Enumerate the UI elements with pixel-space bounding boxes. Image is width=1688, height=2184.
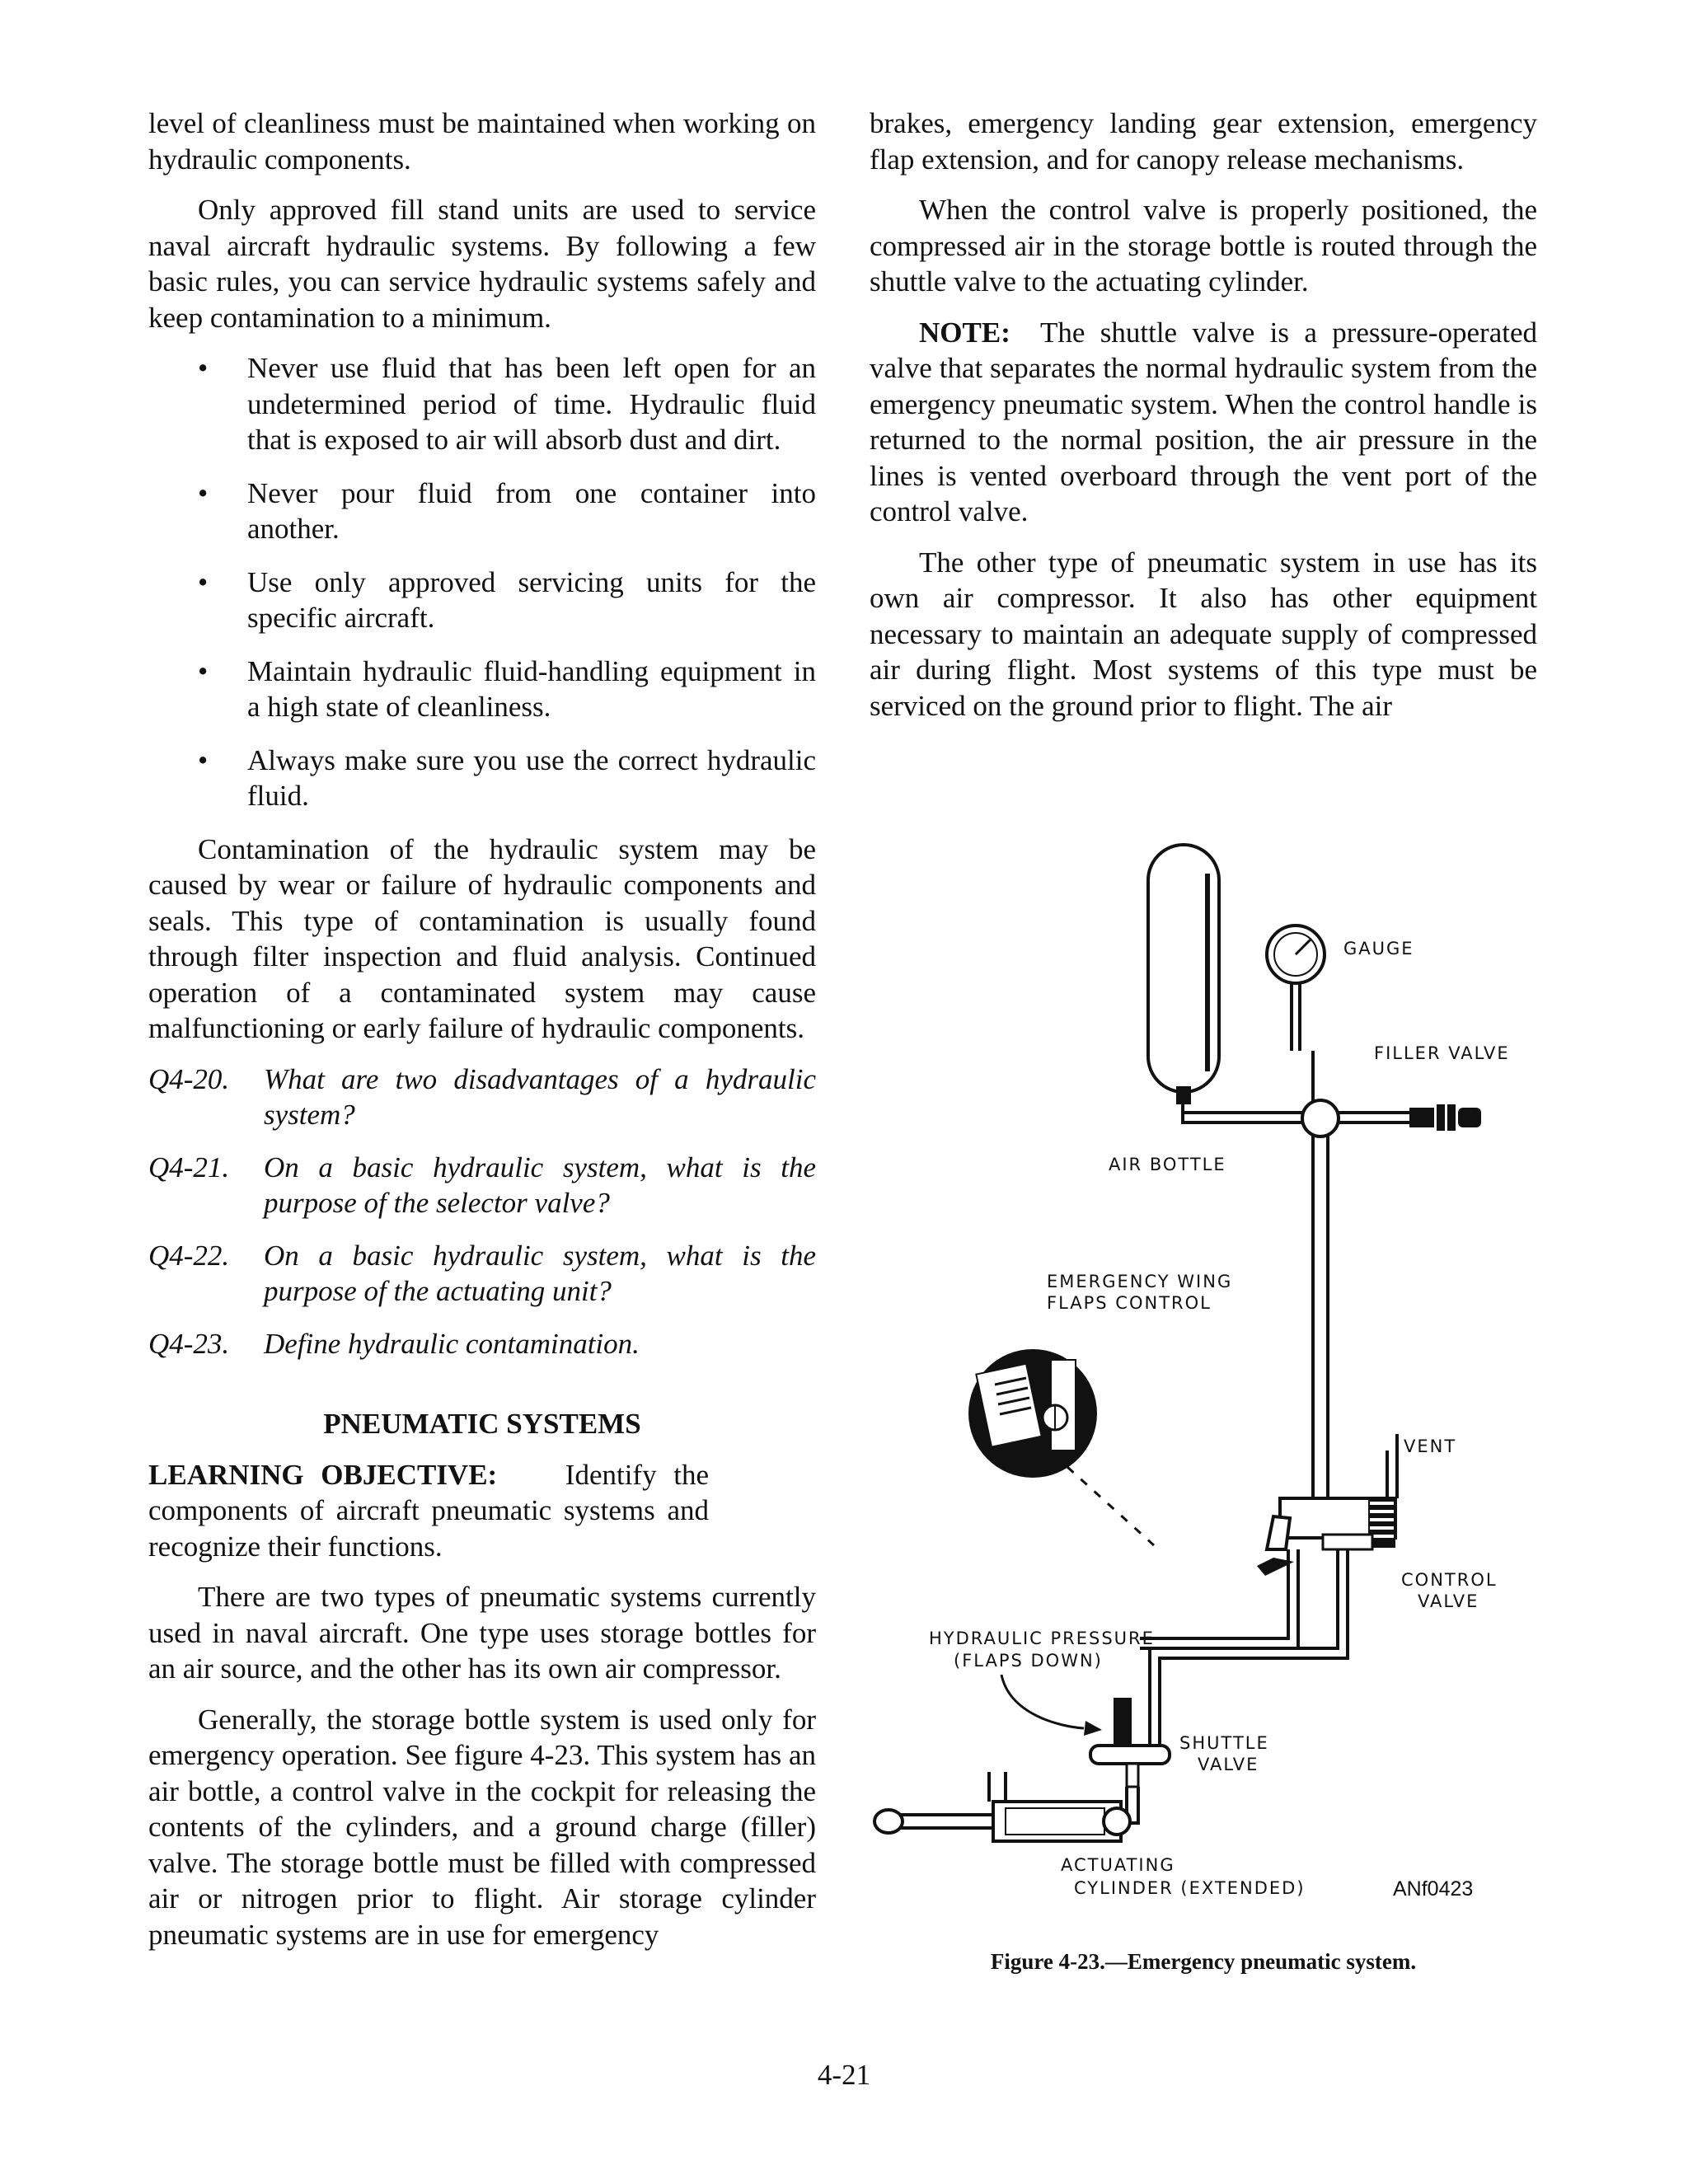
- question-number: Q4-20.: [148, 1062, 230, 1095]
- control-valve-label-line1: CONTROL: [1401, 1570, 1498, 1590]
- paragraph: Contamination of the hydraulic system may be caused by wear or failure of hydraulic components and seals. This type of contamination is usually found through filter inspection and fluid analysis. Continued operation of a contaminated system may cause malfunctioning or early failure of hydraulic components.: [148, 832, 816, 1044]
- hydraulic-label-line1: HYDRAULIC PRESSURE: [929, 1629, 1155, 1648]
- control-valve-label-line2: VALVE: [1418, 1591, 1479, 1611]
- note-paragraph: [870, 315, 1537, 530]
- paragraph: level of cleanliness must be maintained when working on hydraulic components.: [148, 107, 816, 176]
- actuating-label-line1: ACTUATING: [1061, 1855, 1175, 1875]
- actuating-label-line2: CYLINDER (EXTENDED): [1074, 1878, 1306, 1898]
- vent-label: VENT: [1404, 1436, 1457, 1456]
- filler-valve-icon: [1409, 1104, 1481, 1131]
- question-number: Q4-23.: [148, 1327, 230, 1360]
- bullet-icon: •: [198, 352, 209, 384]
- paragraph: Generally, the storage bottle system is used only for emergency operation. See figure 4-23. This system has an air bottle, a control valve in the cockpit for releasing the contents of the cylinders, and a ground charge (filler) valve. The storage bottle must be filled with compressed air or nitrogen prior to flight. Air storage cylinder pneumatic systems are in use for emergency: [148, 1703, 816, 1951]
- note-text: The shuttle valve is a pressure-operated valve that separates the normal hydraulic system from the emergency pneumatic system. When the control handle is returned to the normal position, the air pressure in the lines is vented overboard through the vent port of the control valve.: [870, 316, 1537, 527]
- bullet-list: [148, 350, 816, 814]
- hydraulic-label-line2: (FLAPS DOWN): [954, 1651, 1103, 1671]
- bullet-item: • Always make sure you use the correct hydraulic fluid.: [198, 743, 816, 812]
- note-label: NOTE:: [919, 316, 1010, 349]
- right-column: [870, 105, 1537, 738]
- bottle-outlet-line: [1183, 1104, 1257, 1113]
- junction-icon: [1302, 1100, 1339, 1137]
- review-questions: [148, 1062, 816, 1362]
- paragraph: When the control valve is properly positioned, the compressed air in the storage bottle is routed through the shuttle valve to the actuating cylinder.: [870, 194, 1537, 298]
- question-text: What are two disadvantages of a hydraulic system?: [264, 1062, 816, 1131]
- shuttle-valve-icon: [1090, 1698, 1170, 1787]
- question-text: On a basic hydraulic system, what is the purpose of the selector valve?: [264, 1151, 816, 1219]
- filler-valve-label: FILLER VALVE: [1374, 1043, 1510, 1063]
- bullet-icon: •: [198, 565, 209, 598]
- question-item: [148, 1062, 816, 1133]
- bullet-icon: •: [198, 743, 209, 776]
- question-text: On a basic hydraulic system, what is the purpose of the actuating unit?: [264, 1239, 816, 1307]
- bullet-icon: •: [198, 476, 209, 509]
- cockpit-control-icon: [968, 1349, 1097, 1478]
- bullet-icon: •: [198, 654, 209, 687]
- arrow-icon: [1001, 1675, 1084, 1728]
- page-number: 4-21: [817, 2059, 871, 2091]
- left-column: [148, 105, 816, 1967]
- air-bottle-label: AIR BOTTLE: [1109, 1155, 1226, 1174]
- gauge-label: GAUGE: [1343, 939, 1414, 958]
- section-heading: PNEUMATIC SYSTEMS: [323, 1408, 641, 1440]
- shuttle-valve-label-line2: VALVE: [1198, 1755, 1259, 1774]
- paragraph: The other type of pneumatic system in use has its own air compressor. It also has other equipment necessary to maintain an adequate supply of compressed air during flight. Most systems of this type must be serviced on the ground prior to flight. The air: [870, 546, 1537, 722]
- objective-label: LEARNING OBJECTIVE:: [148, 1458, 498, 1491]
- learning-objective: [148, 1457, 709, 1565]
- emergency-label-line1: EMERGENCY WING: [1047, 1272, 1233, 1291]
- emergency-label-line2: FLAPS CONTROL: [1047, 1293, 1212, 1313]
- bullet-item: • Maintain hydraulic fluid-handling equipment in a high state of cleanliness.: [198, 654, 816, 723]
- shuttle-valve-label-line1: SHUTTLE: [1179, 1733, 1269, 1753]
- bullet-item: • Never pour fluid from one container into another.: [198, 476, 816, 545]
- bullet-item: • Use only approved servicing units for the specific aircraft.: [198, 565, 816, 634]
- objective-text: Identify the components of aircraft pneumatic systems and recognize their functions.: [148, 1458, 709, 1563]
- paragraph: brakes, emergency landing gear extension, emergency flap extension, and for canopy release mechanisms.: [870, 107, 1537, 176]
- air-line-to-shuttle: [1150, 1549, 1338, 1753]
- question-number: Q4-21.: [148, 1151, 230, 1183]
- bullet-item: • Never use fluid that has been left open for an undetermined period of time. Hydraulic fluid that is exposed to air will absorb dust and dirt.: [198, 352, 816, 456]
- actuating-cylinder-icon: [874, 1772, 1130, 1841]
- diagram-svg: [870, 824, 1562, 1920]
- figure-id-label: ANf0423: [1393, 1877, 1474, 1900]
- control-valve-icon: [1257, 1498, 1395, 1576]
- question-number: Q4-22.: [148, 1239, 230, 1272]
- question-item: [148, 1150, 816, 1221]
- pointer-dashed-line: [1067, 1467, 1154, 1545]
- paragraph: There are two types of pneumatic systems currently used in naval aircraft. One type uses storage bottles for an air source, and the other has its own air compressor.: [148, 1581, 816, 1685]
- figure-caption: Figure 4-23.—Emergency pneumatic system.: [990, 1949, 1417, 1974]
- question-text: Define hydraulic contamination.: [264, 1327, 640, 1360]
- question-item: [148, 1326, 816, 1362]
- question-item: [148, 1238, 816, 1310]
- emergency-pneumatic-diagram: [870, 824, 1562, 1920]
- paragraph: Only approved fill stand units are used to service naval aircraft hydraulic systems. By following a few basic rules, you can service hydraulic systems safely and keep contamination to a minimum.: [148, 194, 816, 334]
